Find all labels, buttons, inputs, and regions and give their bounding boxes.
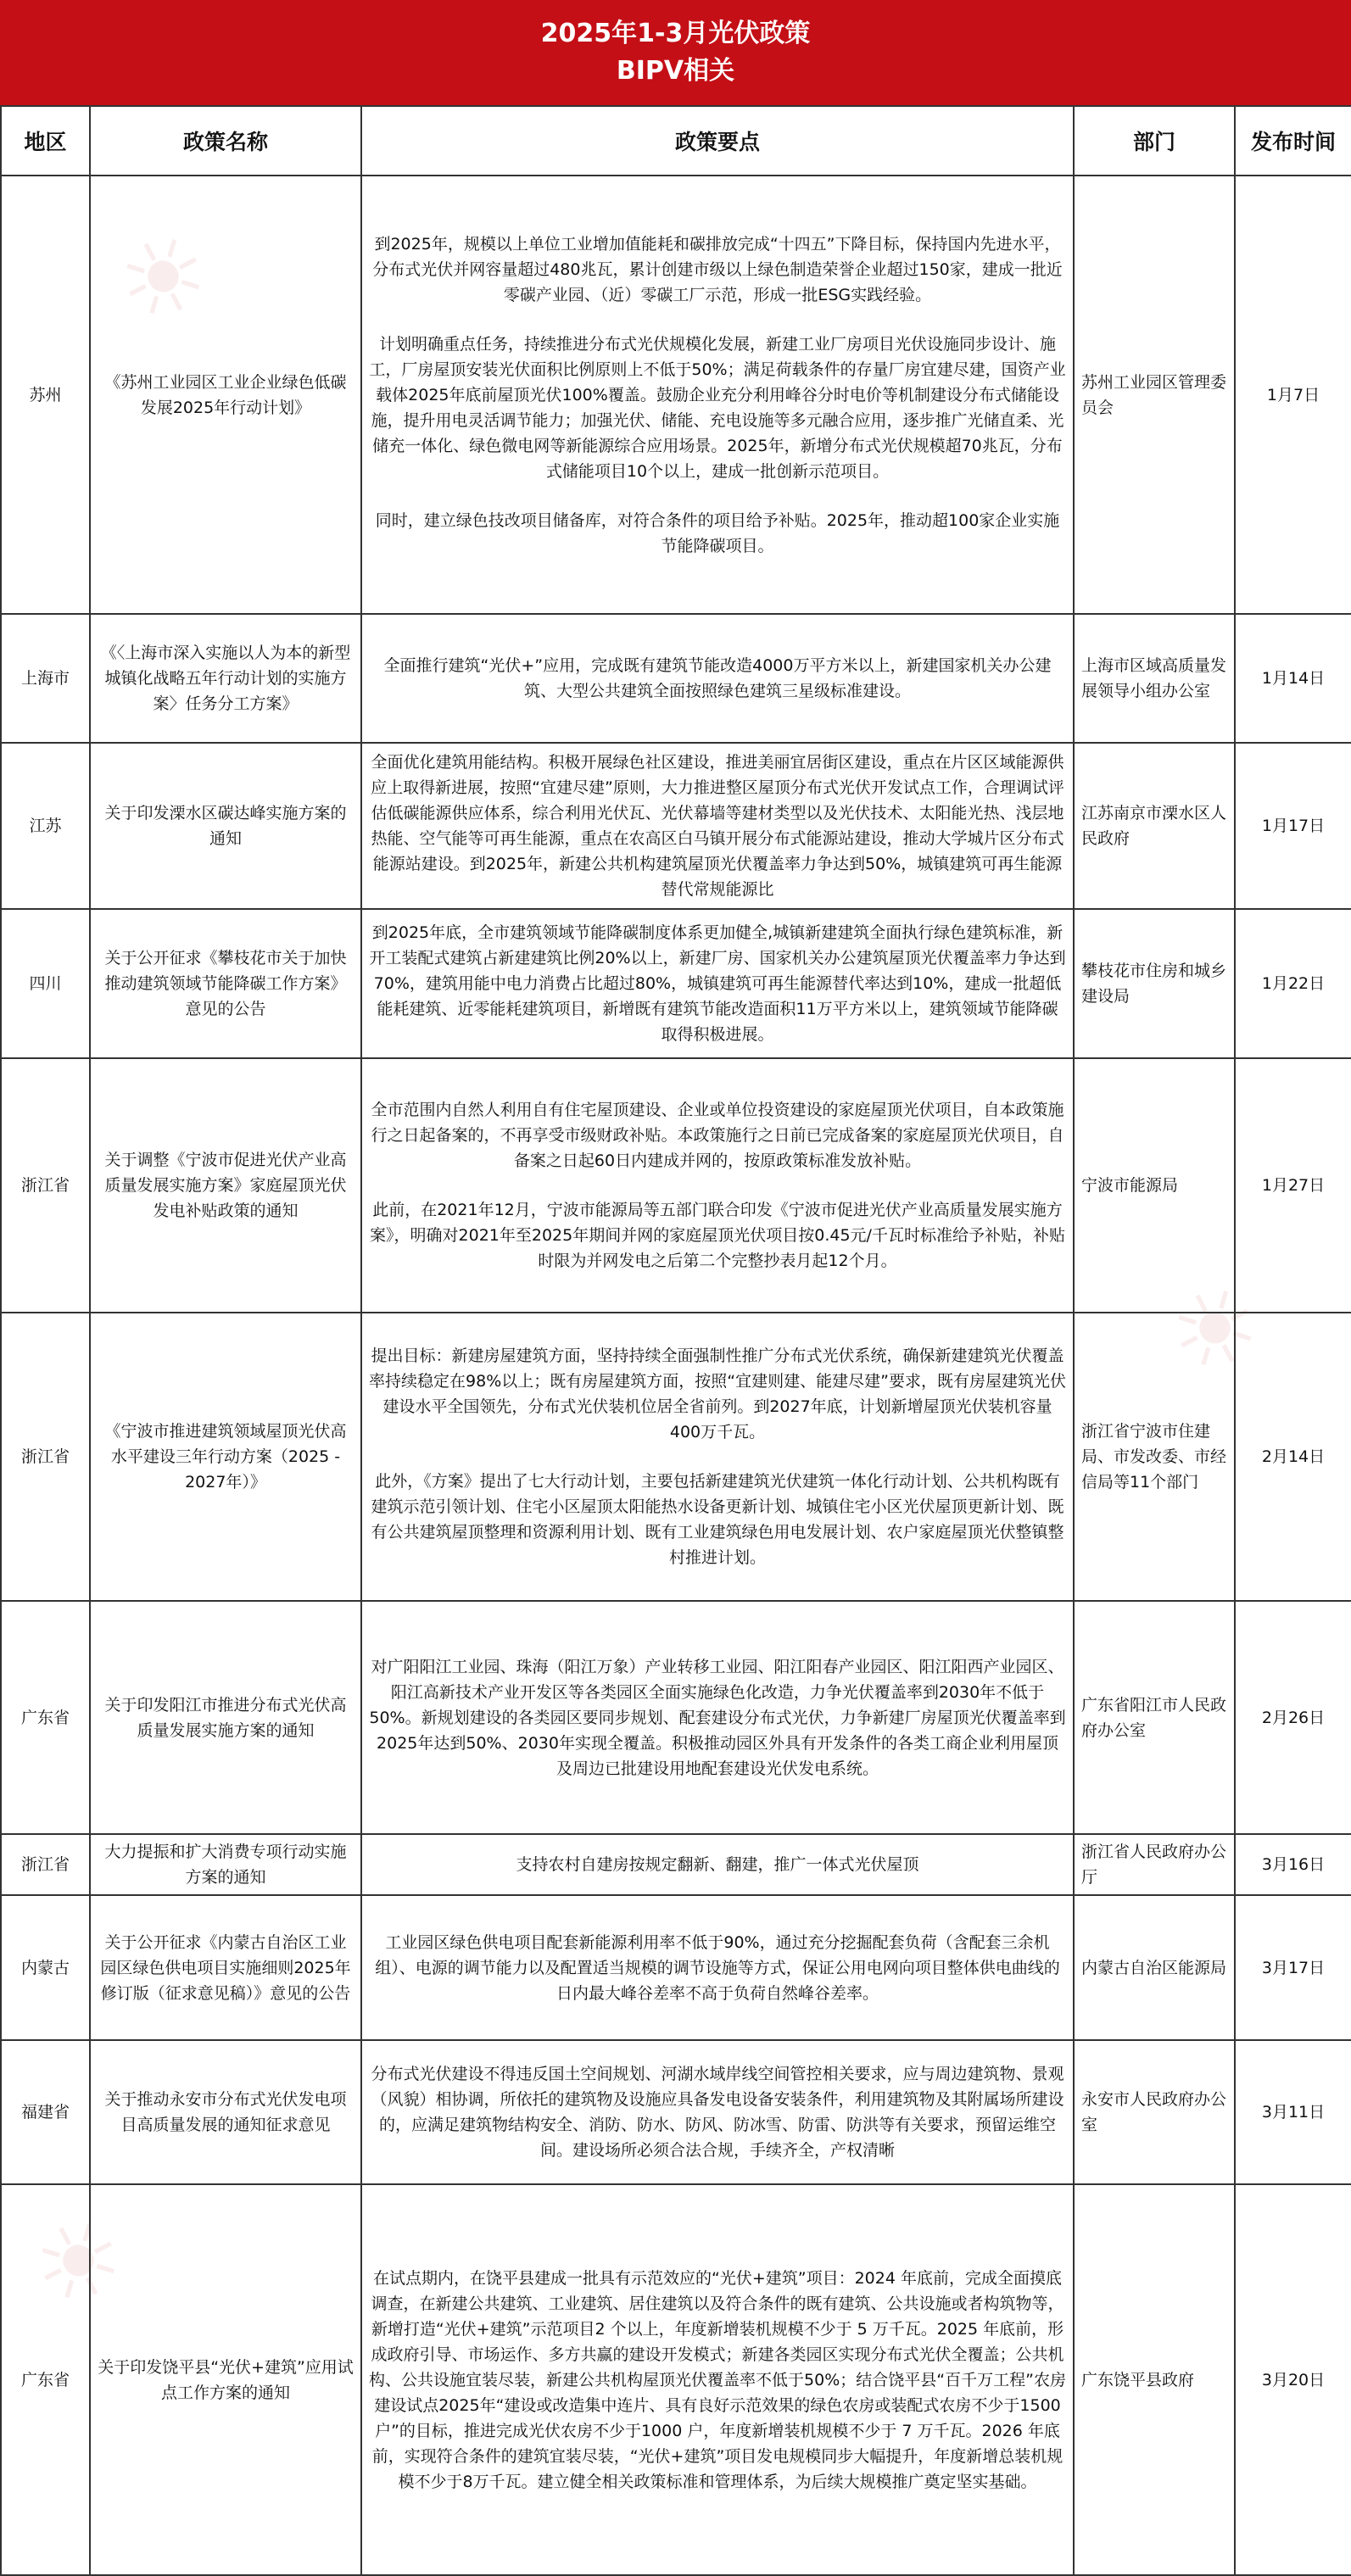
policy-name-cell: 关于印发阳江市推进分布式光伏高质量发展实施方案的通知: [90, 1601, 361, 1834]
policy-name-cell: 大力提振和扩大消费专项行动实施方案的通知: [90, 1834, 361, 1895]
table-row: [1, 1058, 1351, 1313]
policy-name-cell: 关于调整《宁波市促进光伏产业高质量发展实施方案》家庭屋顶光伏发电补贴政策的通知: [90, 1058, 361, 1313]
region-cell: 福建省: [1, 2040, 90, 2184]
key-point-paragraph: 分布式光伏建设不得违反国土空间规划、河湖水域岸线空间管控相关要求，应与周边建筑物、景观（风貌）相协调，所依托的建筑物及设施应具备发电设备安装条件，利用建筑物及其附属场所建设的，应满足建筑物结构安全、消防、防水、防风、防冰雪、防雷、防洪等有关要求，预留运维空间。建设场所必须合法合规，手续齐全，产权清晰: [371, 2065, 1064, 2160]
release-date-cell: 1月7日: [1235, 176, 1351, 614]
key-point-paragraph: 全面优化建筑用能结构。积极开展绿色社区建设，推进美丽宜居街区建设，重点在片区区域能源供应上取得新进展，按照“宜建尽建”原则，大力推进整区屋顶分布式光伏开发试点工作，合理调试评估低碳能源供应体系，综合利用光伏瓦、光伏幕墙等建材类型以及光伏技术、太阳能光热、浅层地热能、空气能等可再生能源，重点在农高区白马镇开展分布式能源站建设，推动大学城片区分布式能源站建设。到2025年，新建公共机构建筑屋顶光伏覆盖率力争达到50%，城镇建筑可再生能源替代常规能源比: [371, 753, 1064, 899]
key-point-paragraph: 对广阳阳江工业园、珠海（阳江万象）产业转移工业园、阳江阳春产业园区、阳江阳西产业园区、阳江高新技术产业开发区等各类园区全面实施绿色化改造，力争光伏覆盖率到2030年不低于50%。新规划建设的各类园区要同步规划、配套建设分布式光伏，力争新建厂房屋顶光伏覆盖率到2025年达到50%、2030年实现全覆盖。积极推动园区外具有开发条件的各类工商企业利用屋顶及周边已批建设用地配套建设光伏发电系统。: [369, 1657, 1066, 1778]
key-point-paragraph: 到2025年，规模以上单位工业增加值能耗和碳排放完成“十四五”下降目标，保持国内先进水平，分布式光伏并网容量超过480兆瓦，累计创建市级以上绿色制造荣誉企业超过150家，建成一批近零碳产业园、（近）零碳工厂示范，形成一批ESG实践经验。: [372, 234, 1063, 304]
key-point-paragraph: 同时，建立绿色技改项目储备库，对符合条件的项目给予补贴。2025年，推动超100家企业实施节能降碳项目。: [375, 510, 1060, 555]
region-cell: 浙江省: [1, 1313, 90, 1601]
release-date-cell: 3月16日: [1235, 1834, 1351, 1895]
key-points-cell: [361, 743, 1074, 909]
policy-name-cell: 关于印发饶平县“光伏+建筑”应用试点工作方案的通知: [90, 2184, 361, 2575]
watermark: ☀: [1147, 1257, 1284, 1405]
policy-name-cell: 《〈上海市深入实施以人为本的新型城镇化战略五年行动计划的实施方案〉任务分工方案》: [90, 614, 361, 743]
department-cell: 广东省阳江市人民政府办公室: [1074, 1601, 1235, 1834]
key-point-paragraph: 全市范围内自然人利用自有住宅屋顶建设、企业或单位投资建设的家庭屋顶光伏项目，自本政策施行之日起备案的，不再享受市级财政补贴。本政策施行之日前已完成备案的家庭屋顶光伏项目，自备案之日起60日内建成并网的，按原政策标准发放补贴。: [371, 1101, 1064, 1170]
table-row: [1, 2184, 1351, 2575]
department-cell: 苏州工业园区管理委员会: [1074, 176, 1235, 614]
key-point-paragraph: 提出目标：新建房屋建筑方面，坚持持续全面强制性推广分布式光伏系统，确保新建建筑光伏覆盖率持续稳定在98%以上；既有房屋建筑方面，按照“宜建则建、能建尽建”要求，既有房屋建筑光伏建设水平全国领先，分布式光伏装机位居全省前列。到2027年底，计划新增屋顶光伏装机容量400万千瓦。: [369, 1347, 1066, 1441]
policy-name-cell: 《苏州工业园区工业企业绿色低碳发展2025年行动计划》: [90, 176, 361, 614]
watermark: ☀: [11, 2189, 148, 2338]
key-points-cell: [361, 1313, 1074, 1601]
key-points-cell: [361, 176, 1074, 614]
key-points-cell: [361, 1895, 1074, 2040]
key-points-cell: [361, 1058, 1074, 1313]
watermark: ☀: [96, 205, 232, 354]
region-cell: 广东省: [1, 2184, 90, 2575]
key-points-cell: [361, 1601, 1074, 1834]
key-points-cell: [361, 2040, 1074, 2184]
key-point-paragraph: 到2025年底，全市建筑领域节能降碳制度体系更加健全,城镇新建建筑全面执行绿色建筑标准，新开工装配式建筑占新建建筑比例20%以上，新建厂房、国家机关办公建筑屋顶光伏覆盖率力争达到70%，建筑用能中电力消费占比超过80%，城镇建筑可再生能源替代率达到10%，建成一批超低能耗建筑、近零能耗建筑项目，新增既有建筑节能改造面积11万平方米以上，建筑领域节能降碳取得积极进展。: [369, 923, 1066, 1044]
department-cell: 江苏南京市溧水区人民政府: [1074, 743, 1235, 909]
region-cell: 浙江省: [1, 1058, 90, 1313]
department-cell: 广东饶平县政府: [1074, 2184, 1235, 2575]
release-date-cell: 3月11日: [1235, 2040, 1351, 2184]
department-cell: 宁波市能源局: [1074, 1058, 1235, 1313]
department-cell: 内蒙古自治区能源局: [1074, 1895, 1235, 2040]
department-cell: 永安市人民政府办公室: [1074, 2040, 1235, 2184]
key-point-paragraph: 此外，《方案》提出了七大行动计划，主要包括新建建筑光伏建筑一体化行动计划、公共机构既有建筑示范引领计划、住宅小区屋顶太阳能热水设备更新计划、城镇住宅小区光伏屋顶更新计划、既有公共建筑屋顶整理和资源利用计划、既有工业建筑绿色用电发展计划、农户家庭屋顶光伏整镇整村推进计划。: [371, 1472, 1064, 1567]
policy-table: [0, 105, 1351, 2576]
page-subtitle: BIPV相关: [616, 56, 735, 86]
key-point-paragraph: 支持农村自建房按规定翻新、翻建，推广一体式光伏屋顶: [516, 1855, 919, 1874]
department-cell: 浙江省宁波市住建局、市发改委、市经信局等11个部门: [1074, 1313, 1235, 1601]
column-header-release-date: 发布时间: [1235, 106, 1351, 176]
region-cell: 浙江省: [1, 1834, 90, 1895]
release-date-cell: 1月27日: [1235, 1058, 1351, 1313]
column-header-key-points: 政策要点: [361, 106, 1074, 176]
column-header-policy-name: 政策名称: [90, 106, 361, 176]
region-cell: 上海市: [1, 614, 90, 743]
table-row: [1, 1313, 1351, 1601]
policy-name-cell: 关于公开征求《攀枝花市关于加快推动建筑领域节能降碳工作方案》意见的公告: [90, 909, 361, 1058]
page-title: 2025年1-3月光伏政策: [540, 19, 811, 48]
table-row: [1, 1895, 1351, 2040]
key-points-cell: [361, 2184, 1074, 2575]
region-cell: 苏州: [1, 176, 90, 614]
region-cell: 江苏: [1, 743, 90, 909]
table-row: [1, 909, 1351, 1058]
release-date-cell: 3月17日: [1235, 1895, 1351, 2040]
column-header-region: 地区: [1, 106, 90, 176]
department-cell: 上海市区域高质量发展领导小组办公室: [1074, 614, 1235, 743]
key-point-paragraph: 在试点期内，在饶平县建成一批具有示范效应的“光伏+建筑”项目：2024 年底前，完成全面摸底调查，在新建公共建筑、工业建筑、居住建筑以及符合条件的既有建筑、公共设施或者构筑物等，新增打造“光伏+建筑”示范项目2 个以上，年度新增装机规模不少于 5 万千瓦。2025 年底前，形成政府引导、市场运作、多方共赢的建设开发模式；新建各类园区实现分布式光伏全覆盖；公共机构、公共设施宜装尽装，新建公共机构屋顶光伏覆盖率不低于50%；结合饶平县“百千万工程”农房建设试点2025年“建设或改造集中连片、具有良好示范效果的绿色农房或装配式农房不少于1500户”的目标，推进完成光伏农房不少于1000 户，年度新增装机规模不少于 7 万千瓦。2026 年底前，实现符合条件的建筑宜装尽装，“光伏+建筑”项目发电规模同步大幅提升，年度新增总装机规模不少于8万千瓦。建立健全相关政策标准和管理体系，为后续大规模推广奠定坚实基础。: [369, 2268, 1066, 2491]
release-date-cell: 3月20日: [1235, 2184, 1351, 2575]
department-cell: 浙江省人民政府办公厅: [1074, 1834, 1235, 1895]
table-row: [1, 614, 1351, 743]
key-point-paragraph: 全面推行建筑“光伏+”应用，完成既有建筑节能改造4000万平方米以上，新建国家机关办公建筑、大型公共建筑全面按照绿色建筑三星级标准建设。: [383, 656, 1052, 700]
key-point-paragraph: 此前，在2021年12月，宁波市能源局等五部门联合印发《宁波市促进光伏产业高质量发展实施方案》，明确对2021年至2025年期间并网的家庭屋顶光伏项目按0.45元/千瓦时标准给予补贴，补贴时限为并网发电之后第二个完整抄表月起12个月。: [370, 1201, 1065, 1270]
key-point-paragraph: 计划明确重点任务，持续推进分布式光伏规模化发展，新建工业厂房项目光伏设施同步设计、施工，厂房屋顶安装光伏面积比例原则上不低于50%；满足荷载条件的存量厂房宜建尽建，国资产业载体2025年底前屋顶光伏100%覆盖。鼓励企业充分利用峰谷分时电价等机制建设分布式储能设施，提升用电灵活调节能力；加强光伏、储能、充电设施等多元融合应用，逐步推广光储直柔、光储充一体化、绿色微电网等新能源综合应用场景。2025年，新增分布式光伏规模超70兆瓦，分布式储能项目10个以上，建成一批创新示范项目。: [369, 334, 1066, 481]
region-cell: 内蒙古: [1, 1895, 90, 2040]
release-date-cell: 1月14日: [1235, 614, 1351, 743]
title-banner: [0, 0, 1351, 105]
release-date-cell: 2月26日: [1235, 1601, 1351, 1834]
table-row: [1, 743, 1351, 909]
key-point-paragraph: 工业园区绿色供电项目配套新能源利用率不低于90%，通过充分挖掘配套负荷（含配套三余机组）、电源的调节能力以及配置适当规模的调节设施等方式，保证公用电网向项目整体供电曲线的日内最大峰谷差率不高于负荷自然峰谷差率。: [375, 1932, 1060, 2003]
key-points-cell: [361, 909, 1074, 1058]
release-date-cell: 1月17日: [1235, 743, 1351, 909]
table-row: [1, 1601, 1351, 1834]
policy-name-cell: 关于公开征求《内蒙古自治区工业园区绿色供电项目实施细则2025年修订版（征求意见稿）》意见的公告: [90, 1895, 361, 2040]
table-row: [1, 2040, 1351, 2184]
column-header-department: 部门: [1074, 106, 1235, 176]
key-points-cell: [361, 614, 1074, 743]
policy-name-cell: 《宁波市推进建筑领域屋顶光伏高水平建设三年行动方案（2025 - 2027年）》: [90, 1313, 361, 1601]
release-date-cell: 1月22日: [1235, 909, 1351, 1058]
policy-name-cell: 关于印发溧水区碳达峰实施方案的通知: [90, 743, 361, 909]
release-date-cell: 2月14日: [1235, 1313, 1351, 1601]
policy-name-cell: 关于推动永安市分布式光伏发电项目高质量发展的通知征求意见: [90, 2040, 361, 2184]
department-cell: 攀枝花市住房和城乡建设局: [1074, 909, 1235, 1058]
region-cell: 广东省: [1, 1601, 90, 1834]
key-points-cell: [361, 1834, 1074, 1895]
region-cell: 四川: [1, 909, 90, 1058]
table-row: [1, 176, 1351, 614]
table-row: [1, 1834, 1351, 1895]
table-header-row: [1, 106, 1351, 176]
